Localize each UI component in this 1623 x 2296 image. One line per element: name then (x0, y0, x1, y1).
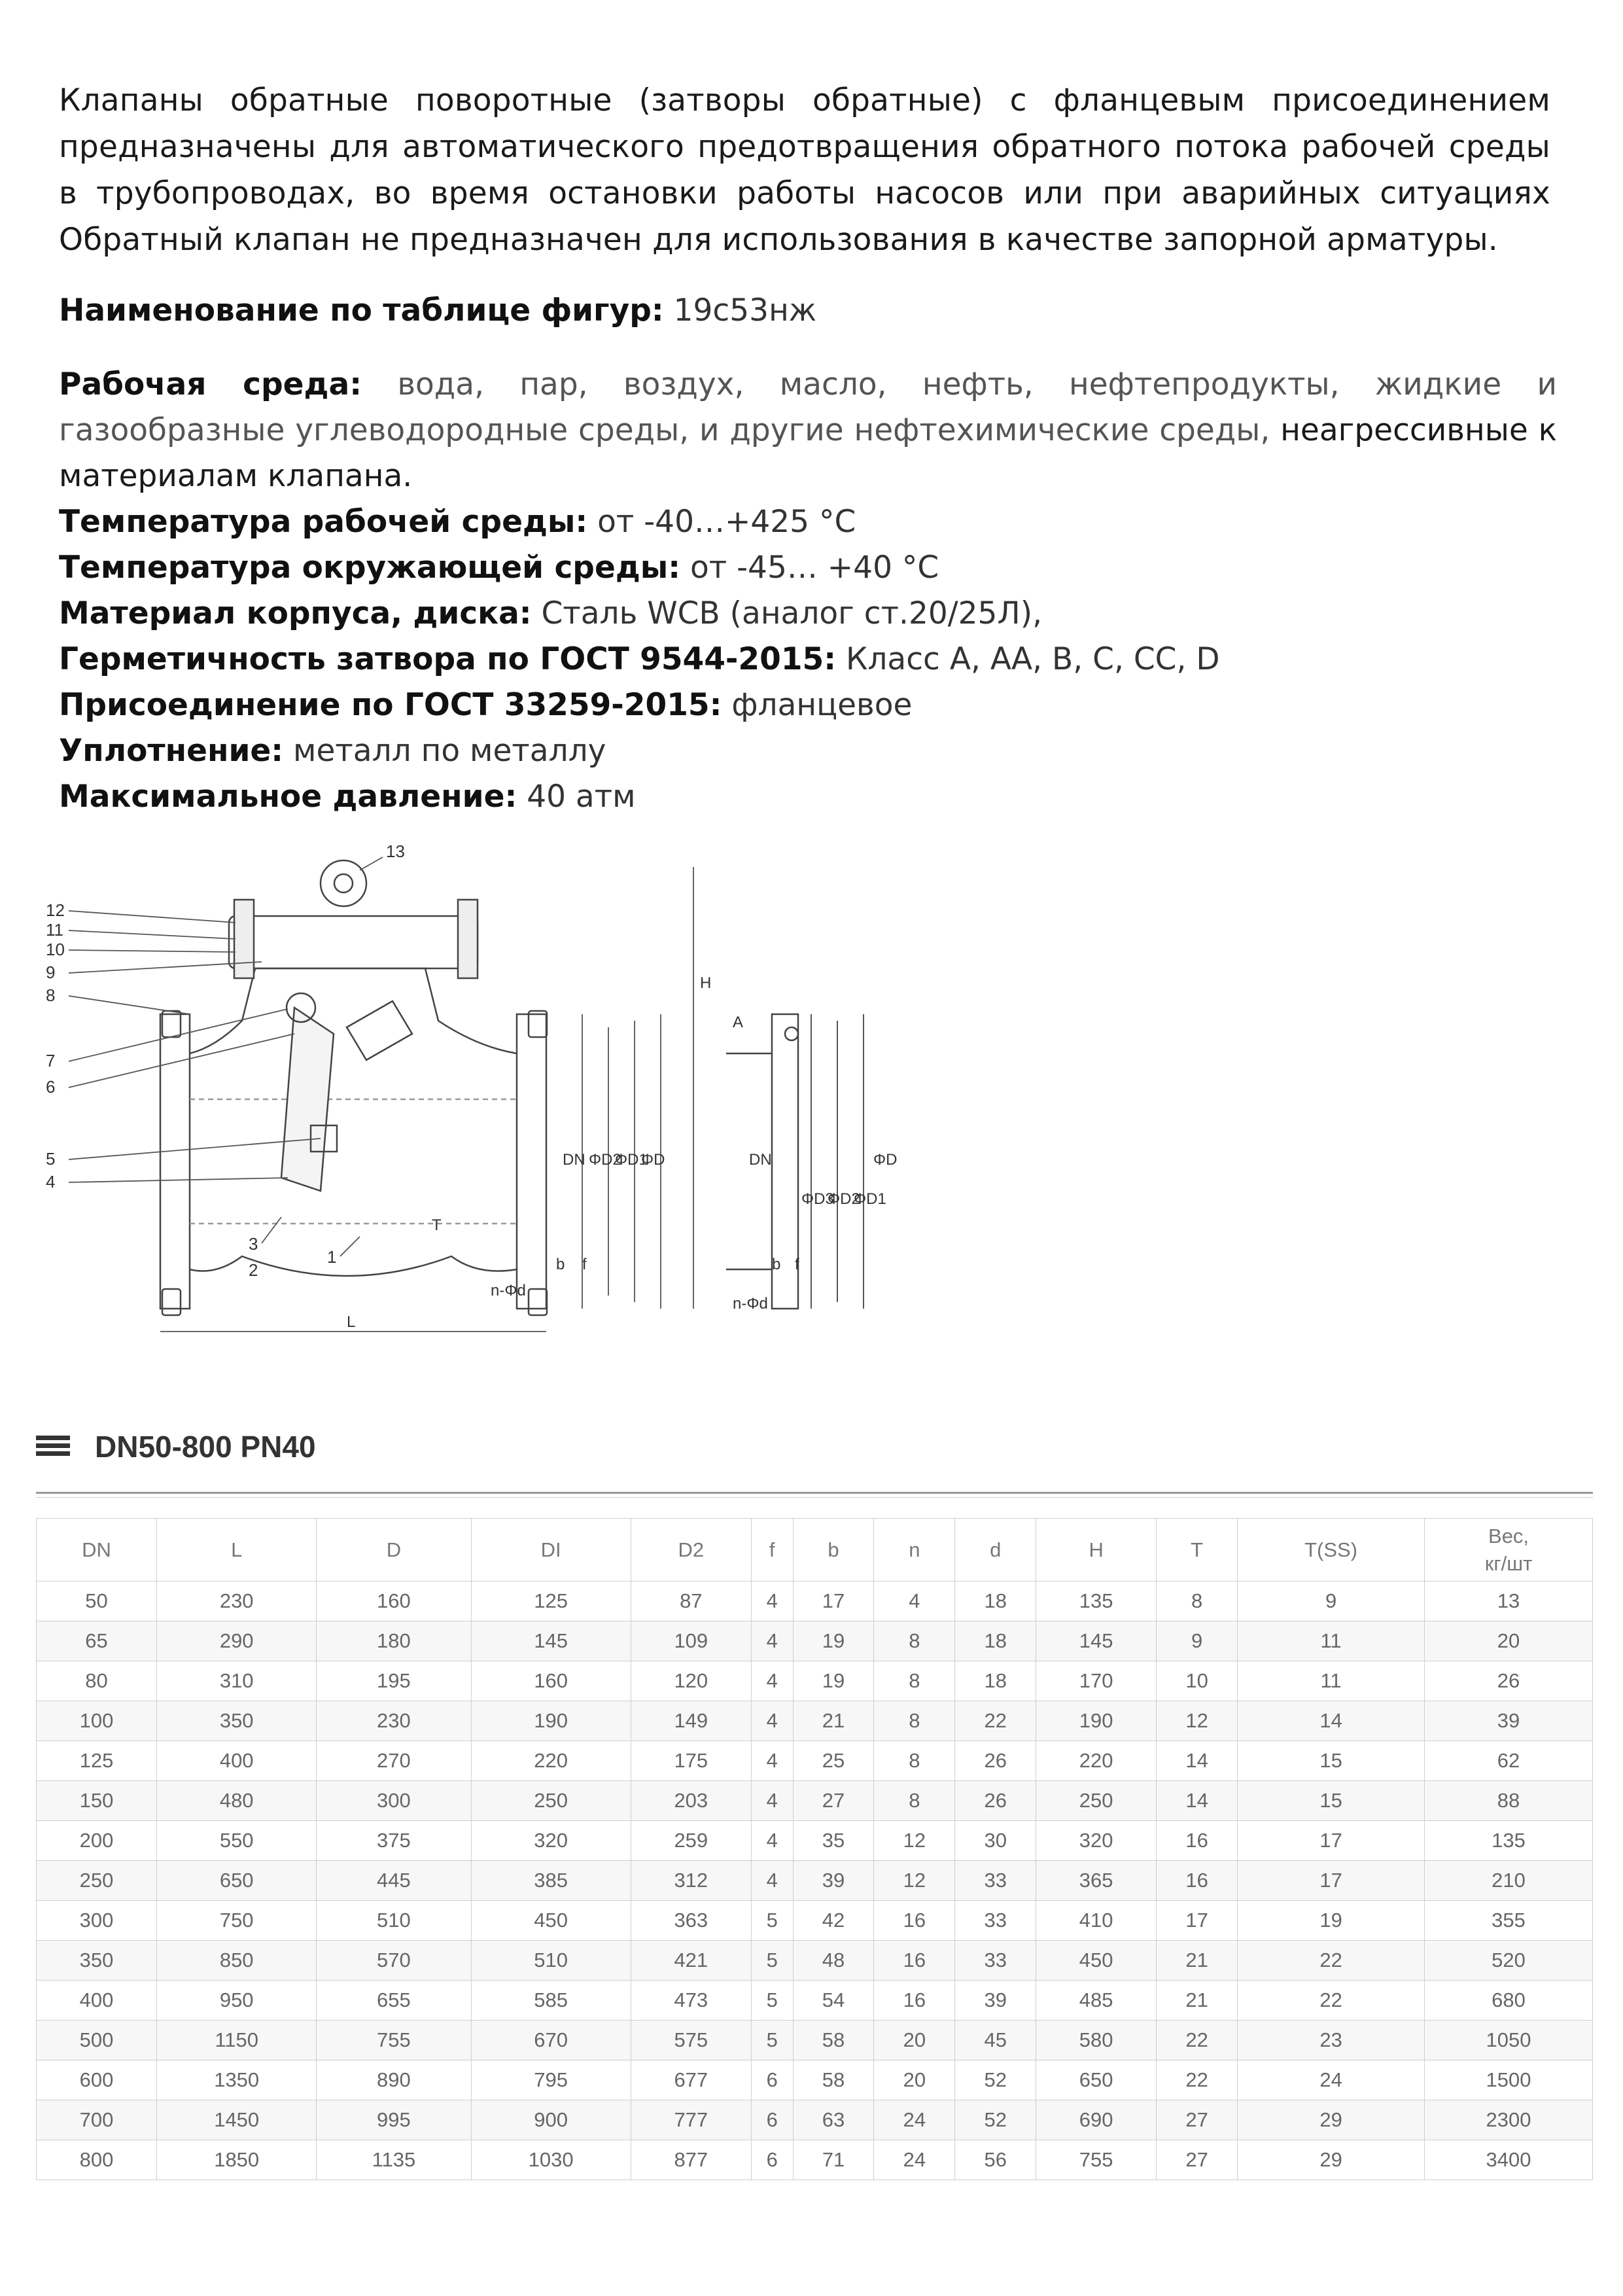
callout-label: 7 (46, 1051, 56, 1070)
table-cell: 203 (631, 1781, 751, 1821)
spec-label: Рабочая среда: (59, 366, 362, 402)
table-cell: 450 (471, 1901, 631, 1941)
table-cell: 20 (874, 2021, 955, 2060)
table-cell: 485 (1036, 1981, 1157, 2021)
callout-label: 1 (327, 1247, 337, 1267)
table-cell: 8 (874, 1741, 955, 1781)
table-cell: 190 (1036, 1701, 1157, 1741)
table-cell: 4 (751, 1661, 793, 1701)
table-cell: 690 (1036, 2100, 1157, 2140)
spec-value: вода, пар, воздух, масло, нефть, нефтепродукты, жидкие и газообразные углеводородные среды, и другие нефтехимические среды, (59, 366, 1557, 448)
table-cell: 33 (955, 1901, 1036, 1941)
table-cell: 310 (157, 1661, 317, 1701)
table-cell: 21 (793, 1701, 874, 1741)
dim-label-d1: ΦD1 (615, 1151, 648, 1169)
table-cell: 18 (955, 1581, 1036, 1621)
table-cell: 1850 (157, 2140, 317, 2180)
table-cell: 755 (317, 2021, 471, 2060)
table-cell: 21 (1157, 1941, 1238, 1981)
table-cell: 510 (471, 1941, 631, 1981)
dim-label-b-side: b (772, 1256, 781, 1273)
table-cell: 54 (793, 1981, 874, 2021)
spec-label: Максимальное давление: (59, 779, 517, 815)
spec-figure-name (59, 288, 1557, 334)
table-cell: 12 (874, 1821, 955, 1861)
table-cell: 56 (955, 2140, 1036, 2180)
table-cell: 312 (631, 1861, 751, 1901)
spec-value-dark: неагрессивные к материалам клапана. (59, 412, 1557, 494)
table-cell: 10 (1157, 1661, 1238, 1701)
table-cell: 550 (157, 1821, 317, 1861)
table-cell: 575 (631, 2021, 751, 2060)
table-cell: 877 (631, 2140, 751, 2180)
table-row (37, 1781, 1593, 1821)
dim-label-t: T (432, 1216, 442, 1234)
intro-paragraph: Клапаны обратные поворотные (затворы обратные) с фланцевым присоединением предназначены для автоматического предотвращения обратного потока рабочей среды в трубопроводах, во время остановки работы насосов или при аварийных ситуациях Обратный клапан не предназначен для использования в качестве запорной арматуры. (59, 82, 1550, 258)
spec-medium (59, 362, 1557, 499)
table-cell: 1030 (471, 2140, 631, 2180)
table-cell: 11 (1238, 1661, 1425, 1701)
table-cell: 8 (874, 1781, 955, 1821)
spec-row (59, 545, 1557, 591)
table-cell: 600 (37, 2060, 157, 2100)
table-cell: 4 (874, 1581, 955, 1621)
spec-value: от -40…+425 °С (587, 504, 856, 540)
table-cell: 8 (874, 1701, 955, 1741)
spec-value: 40 атм (517, 779, 636, 815)
dim-label-f: f (582, 1256, 587, 1273)
table-cell: 135 (1036, 1581, 1157, 1621)
table-cell: 160 (471, 1661, 631, 1701)
table-cell: 24 (1238, 2060, 1425, 2100)
table-cell: 1150 (157, 2021, 317, 2060)
callout-label: 5 (46, 1149, 56, 1169)
table-cell: 2300 (1425, 2100, 1593, 2140)
table-cell: 16 (1157, 1861, 1238, 1901)
table-cell: 677 (631, 2060, 751, 2100)
table-cell: 259 (631, 1821, 751, 1861)
table-cell: 45 (955, 2021, 1036, 2060)
dimensions-table (36, 1518, 1593, 2180)
table-header-cell: d (955, 1519, 1036, 1581)
table-cell: 125 (37, 1741, 157, 1781)
table-cell: 995 (317, 2100, 471, 2140)
table-cell: 4 (751, 1741, 793, 1781)
table-cell: 700 (37, 2100, 157, 2140)
table-cell: 755 (1036, 2140, 1157, 2180)
table-row (37, 1661, 1593, 1701)
table-header-cell: Вес, кг/шт (1425, 1519, 1593, 1581)
table-cell: 52 (955, 2100, 1036, 2140)
table-header-cell: L (157, 1519, 317, 1581)
table-cell: 150 (37, 1781, 157, 1821)
callout-labels (46, 841, 405, 1280)
spec-value: Сталь WCB (аналог ст.20/25Л), (531, 595, 1043, 631)
table-cell: 27 (793, 1781, 874, 1821)
table-cell: 220 (471, 1741, 631, 1781)
table-cell: 17 (1238, 1821, 1425, 1861)
dim-label-h: H (700, 974, 712, 992)
dim-label-d-side: ΦD (873, 1151, 898, 1169)
table-cell: 25 (793, 1741, 874, 1781)
table-header-cell: H (1036, 1519, 1157, 1581)
table-cell: 250 (1036, 1781, 1157, 1821)
table-header-cell: D (317, 1519, 471, 1581)
spec-label: Наименование по таблице фигур: (59, 292, 664, 328)
dim-label-f-side: f (795, 1256, 799, 1273)
table-cell: 510 (317, 1901, 471, 1941)
table-cell: 87 (631, 1581, 751, 1621)
table-cell: 22 (1157, 2021, 1238, 2060)
table-cell: 1500 (1425, 2060, 1593, 2100)
table-cell: 17 (1157, 1901, 1238, 1941)
table-cell: 9 (1238, 1581, 1425, 1621)
table-cell: 19 (1238, 1901, 1425, 1941)
table-row (37, 1701, 1593, 1741)
dim-label-d1-side: ΦD1 (854, 1190, 886, 1208)
table-cell: 350 (37, 1941, 157, 1981)
table-header-cell: DN (37, 1519, 157, 1581)
table-cell: 17 (1238, 1861, 1425, 1901)
table-cell: 20 (1425, 1621, 1593, 1661)
table-cell: 270 (317, 1741, 471, 1781)
table-cell: 16 (874, 1901, 955, 1941)
table-cell: 24 (874, 2140, 955, 2180)
table-cell: 220 (1036, 1741, 1157, 1781)
table-cell: 15 (1238, 1741, 1425, 1781)
table-heading (36, 1426, 1593, 1472)
table-cell: 5 (751, 1901, 793, 1941)
table-cell: 1350 (157, 2060, 317, 2100)
callout-label: 3 (249, 1234, 258, 1254)
table-cell: 29 (1238, 2100, 1425, 2140)
table-cell: 27 (1157, 2140, 1238, 2180)
table-cell: 320 (471, 1821, 631, 1861)
table-cell: 14 (1157, 1741, 1238, 1781)
valve-technical-drawing (46, 838, 898, 1348)
table-cell: 473 (631, 1981, 751, 2021)
table-cell: 4 (751, 1781, 793, 1821)
table-cell: 18 (955, 1661, 1036, 1701)
table-row (37, 1581, 1593, 1621)
table-cell: 63 (793, 2100, 874, 2140)
spec-value: от -45… +40 °С (680, 550, 939, 586)
table-cell: 850 (157, 1941, 317, 1981)
dim-label-nd-side: n-Φd (733, 1295, 768, 1313)
table-cell: 900 (471, 2100, 631, 2140)
table-header-cell: DI (471, 1519, 631, 1581)
table-cell: 680 (1425, 1981, 1593, 2021)
table-cell: 120 (631, 1661, 751, 1701)
table-cell: 230 (157, 1581, 317, 1621)
table-cell: 88 (1425, 1781, 1593, 1821)
table-cell: 22 (1238, 1981, 1425, 2021)
table-row (37, 1981, 1593, 2021)
table-cell: 19 (793, 1621, 874, 1661)
table-cell: 4 (751, 1621, 793, 1661)
table-cell: 8 (874, 1661, 955, 1701)
spec-label: Температура окружающей среды: (59, 550, 681, 586)
table-cell: 5 (751, 1941, 793, 1981)
table-cell: 385 (471, 1861, 631, 1901)
table-header-cell: D2 (631, 1519, 751, 1581)
table-cell: 800 (37, 2140, 157, 2180)
table-cell: 190 (471, 1701, 631, 1741)
table-row (37, 1901, 1593, 1941)
dim-label-b: b (556, 1256, 565, 1273)
table-cell: 195 (317, 1661, 471, 1701)
table-cell: 650 (157, 1861, 317, 1901)
table-header-cell: b (793, 1519, 874, 1581)
table-cell: 655 (317, 1981, 471, 2021)
table-cell: 21 (1157, 1981, 1238, 2021)
table-cell: 570 (317, 1941, 471, 1981)
dim-label-nd: n-Φd (491, 1282, 526, 1299)
table-cell: 375 (317, 1821, 471, 1861)
table-cell: 9 (1157, 1621, 1238, 1661)
spec-value: Класс А, АА, В, С, СС, D (836, 641, 1220, 677)
callout-label: 13 (386, 841, 405, 861)
callout-label: 8 (46, 985, 56, 1005)
dim-label-a: A (733, 1014, 744, 1031)
leader-lines (69, 857, 383, 1256)
table-cell: 250 (471, 1781, 631, 1821)
table-cell: 29 (1238, 2140, 1425, 2180)
spec-value: 19с53нж (663, 292, 817, 328)
spec-row (59, 637, 1557, 682)
table-cell: 200 (37, 1821, 157, 1861)
spec-value: фланцевое (722, 687, 913, 723)
table-cell: 20 (874, 2060, 955, 2100)
table-cell: 170 (1036, 1661, 1157, 1701)
table-cell: 950 (157, 1981, 317, 2021)
table-cell: 250 (37, 1861, 157, 1901)
spec-row (59, 728, 1557, 774)
dim-label-d3: ΦD3 (801, 1190, 834, 1208)
table-cell: 26 (955, 1741, 1036, 1781)
table-cell: 33 (955, 1861, 1036, 1901)
table-cell: 58 (793, 2060, 874, 2100)
spec-value: металл по металлу (283, 733, 606, 769)
spec-label: Уплотнение: (59, 733, 284, 769)
table-cell: 33 (955, 1941, 1036, 1981)
table-cell: 4 (751, 1581, 793, 1621)
spec-label: Материал корпуса, диска: (59, 595, 532, 631)
table-cell: 8 (1157, 1581, 1238, 1621)
table-cell: 421 (631, 1941, 751, 1981)
spec-row (59, 591, 1557, 637)
table-cell: 13 (1425, 1581, 1593, 1621)
side-view-labels (733, 1014, 897, 1313)
table-cell: 5 (751, 2021, 793, 2060)
callout-label: 4 (46, 1172, 56, 1192)
table-cell: 580 (1036, 2021, 1157, 2060)
heading-divider-thin (36, 1497, 1593, 1498)
table-cell: 3400 (1425, 2140, 1593, 2180)
table-cell: 23 (1238, 2021, 1425, 2060)
table-header-cell: n (874, 1519, 955, 1581)
table-cell: 1050 (1425, 2021, 1593, 2060)
table-cell: 795 (471, 2060, 631, 2100)
table-cell: 450 (1036, 1941, 1157, 1981)
table-cell: 26 (1425, 1661, 1593, 1701)
spec-row (59, 682, 1557, 728)
list-icon (36, 1436, 70, 1463)
table-cell: 777 (631, 2100, 751, 2140)
table-cell: 18 (955, 1621, 1036, 1661)
callout-label: 12 (46, 900, 65, 920)
table-row (37, 2060, 1593, 2100)
table-cell: 62 (1425, 1741, 1593, 1781)
table-cell: 24 (874, 2100, 955, 2140)
table-cell: 27 (1157, 2100, 1238, 2140)
table-cell: 145 (1036, 1621, 1157, 1661)
table-cell: 160 (317, 1581, 471, 1621)
table-row (37, 1621, 1593, 1661)
dim-label-d: ΦD (641, 1151, 665, 1169)
table-cell: 355 (1425, 1901, 1593, 1941)
table-cell: 363 (631, 1901, 751, 1941)
table-cell: 26 (955, 1781, 1036, 1821)
table-cell: 80 (37, 1661, 157, 1701)
table-cell: 1450 (157, 2100, 317, 2140)
table-cell: 149 (631, 1701, 751, 1741)
table-cell: 4 (751, 1821, 793, 1861)
table-cell: 585 (471, 1981, 631, 2021)
dim-label-dn: DN (563, 1151, 585, 1169)
table-cell: 39 (793, 1861, 874, 1901)
callout-label: 10 (46, 940, 65, 959)
table-header-row (37, 1519, 1593, 1581)
table-header-cell: T (1157, 1519, 1238, 1581)
table-header-cell: T(SS) (1238, 1519, 1425, 1581)
table-cell: 14 (1157, 1781, 1238, 1821)
dim-label-l: L (347, 1313, 356, 1331)
table-cell: 48 (793, 1941, 874, 1981)
dim-label-dn-side: DN (749, 1151, 772, 1169)
spec-label: Герметичность затвора по ГОСТ 9544-2015: (59, 641, 837, 677)
dim-label-d2: ΦD2 (589, 1151, 621, 1169)
table-cell: 17 (793, 1581, 874, 1621)
table-cell: 4 (751, 1701, 793, 1741)
table-cell: 39 (1425, 1701, 1593, 1741)
table-cell: 135 (1425, 1821, 1593, 1861)
table-cell: 11 (1238, 1621, 1425, 1661)
table-title: DN50-800 PN40 (95, 1430, 316, 1464)
table-cell: 50 (37, 1581, 157, 1621)
table-cell: 22 (955, 1701, 1036, 1741)
table-row (37, 1941, 1593, 1981)
table-cell: 52 (955, 2060, 1036, 2100)
table-cell: 890 (317, 2060, 471, 2100)
table-cell: 210 (1425, 1861, 1593, 1901)
table-cell: 109 (631, 1621, 751, 1661)
table-cell: 230 (317, 1701, 471, 1741)
valve-body (160, 860, 547, 1315)
table-cell: 400 (37, 1981, 157, 2021)
callout-label: 11 (46, 920, 63, 940)
table-cell: 1135 (317, 2140, 471, 2180)
table-cell: 480 (157, 1781, 317, 1821)
table-cell: 12 (874, 1861, 955, 1901)
table-cell: 42 (793, 1901, 874, 1941)
table-cell: 6 (751, 2140, 793, 2180)
spec-row (59, 774, 1557, 820)
table-cell: 14 (1238, 1701, 1425, 1741)
table-cell: 16 (874, 1981, 955, 2021)
table-cell: 400 (157, 1741, 317, 1781)
spec-list (59, 499, 1557, 820)
table-row (37, 1821, 1593, 1861)
table-cell: 350 (157, 1701, 317, 1741)
table-cell: 100 (37, 1701, 157, 1741)
table-cell: 290 (157, 1621, 317, 1661)
table-row (37, 2021, 1593, 2060)
callout-label: 6 (46, 1077, 56, 1097)
heading-divider (36, 1492, 1593, 1494)
table-row (37, 2100, 1593, 2140)
table-cell: 65 (37, 1621, 157, 1661)
table-cell: 300 (37, 1901, 157, 1941)
table-cell: 22 (1157, 2060, 1238, 2100)
spec-row (59, 499, 1557, 545)
table-cell: 410 (1036, 1901, 1157, 1941)
table-cell: 125 (471, 1581, 631, 1621)
table-cell: 12 (1157, 1701, 1238, 1741)
table-row (37, 1861, 1593, 1901)
table-cell: 71 (793, 2140, 874, 2180)
table-cell: 175 (631, 1741, 751, 1781)
table-cell: 6 (751, 2100, 793, 2140)
table-cell: 8 (874, 1621, 955, 1661)
table-cell: 58 (793, 2021, 874, 2060)
table-cell: 39 (955, 1981, 1036, 2021)
table-row (37, 1741, 1593, 1781)
table-cell: 650 (1036, 2060, 1157, 2100)
table-cell: 320 (1036, 1821, 1157, 1861)
table-cell: 670 (471, 2021, 631, 2060)
table-cell: 500 (37, 2021, 157, 2060)
table-cell: 16 (1157, 1821, 1238, 1861)
table-cell: 5 (751, 1981, 793, 2021)
dim-label-d2-side: ΦD2 (828, 1190, 860, 1208)
spec-label: Присоединение по ГОСТ 33259-2015: (59, 687, 722, 723)
table-cell: 750 (157, 1901, 317, 1941)
table-cell: 30 (955, 1821, 1036, 1861)
callout-label: 9 (46, 963, 56, 982)
table-cell: 4 (751, 1861, 793, 1901)
table-row (37, 2140, 1593, 2180)
table-cell: 520 (1425, 1941, 1593, 1981)
table-header-cell: f (751, 1519, 793, 1581)
table-cell: 19 (793, 1661, 874, 1701)
callout-label: 2 (249, 1260, 258, 1280)
table-cell: 15 (1238, 1781, 1425, 1821)
spec-label: Температура рабочей среды: (59, 504, 588, 540)
table-cell: 445 (317, 1861, 471, 1901)
table-cell: 180 (317, 1621, 471, 1661)
table-cell: 145 (471, 1621, 631, 1661)
table-cell: 35 (793, 1821, 874, 1861)
table-cell: 22 (1238, 1941, 1425, 1981)
table-cell: 16 (874, 1941, 955, 1981)
table-cell: 365 (1036, 1861, 1157, 1901)
table-cell: 6 (751, 2060, 793, 2100)
table-cell: 300 (317, 1781, 471, 1821)
